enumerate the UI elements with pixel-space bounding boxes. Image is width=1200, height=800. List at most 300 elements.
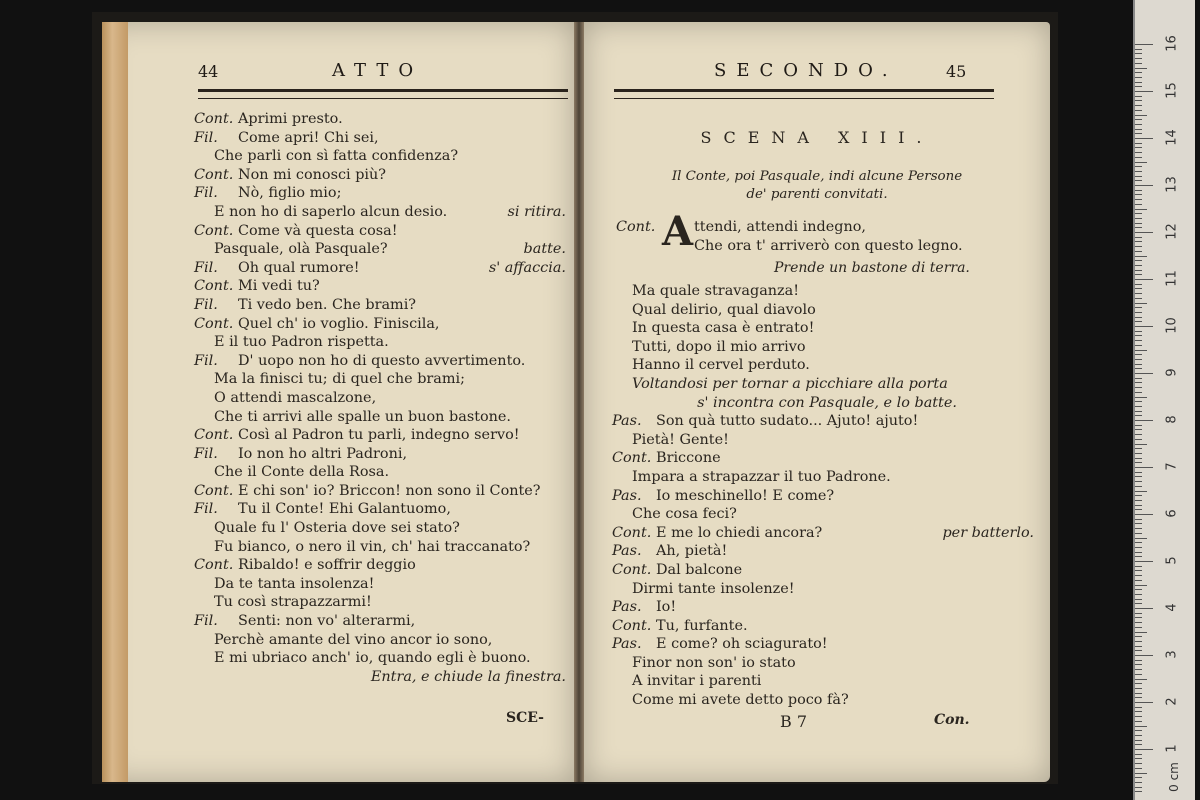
ruler-minor-tick (1135, 190, 1142, 191)
speaker-label: Fil. (194, 185, 218, 202)
ruler-minor-tick (1135, 162, 1147, 163)
verse-line (612, 524, 1042, 543)
ruler-tick (1135, 608, 1153, 609)
ruler-minor-tick (1135, 448, 1142, 449)
ruler-minor-tick (1135, 77, 1142, 78)
ruler-minor-tick (1135, 476, 1142, 477)
ruler-minor-tick (1135, 763, 1142, 764)
ruler-minor-tick (1135, 688, 1142, 689)
ruler-minor-tick (1135, 664, 1142, 665)
ruler-minor-tick (1135, 650, 1142, 651)
ruler-number: 3 (1164, 650, 1180, 659)
ruler-minor-tick (1135, 547, 1142, 548)
line-text: Briccone (656, 450, 721, 467)
ruler-minor-tick (1135, 364, 1142, 365)
ruler-minor-tick (1135, 632, 1147, 633)
verse-line (194, 240, 574, 259)
ruler-minor-tick (1135, 260, 1142, 261)
verse-line (612, 672, 1042, 691)
speaker-label: Pas. (612, 487, 642, 504)
verse-line (612, 449, 1042, 468)
ruler-minor-tick (1135, 53, 1142, 54)
ruler-minor-tick (1135, 693, 1142, 694)
ruler-minor-tick (1135, 589, 1142, 590)
ruler-minor-tick (1135, 646, 1142, 647)
ruler-number: 9 (1164, 368, 1180, 377)
verse-line (612, 487, 1042, 506)
ruler-minor-tick (1135, 331, 1142, 332)
verse-line (194, 277, 574, 296)
stage-direction: s' affaccia. (488, 259, 566, 276)
line-text: E non ho di saperlo alcun desio. (214, 203, 448, 220)
verse-line (612, 580, 1042, 599)
ruler-minor-tick (1135, 176, 1142, 177)
line-text: Voltandosi per tornar a picchiare alla porta (632, 375, 948, 392)
ruler-minor-tick (1135, 679, 1147, 680)
verse-line (194, 463, 574, 482)
speaker-label: Cont. (194, 315, 234, 332)
header-rule (198, 89, 568, 99)
ruler-tick (1135, 44, 1153, 45)
ruler-minor-tick (1135, 707, 1142, 708)
ruler-minor-tick (1135, 585, 1147, 586)
ruler-minor-tick (1135, 354, 1142, 355)
verse-line (194, 631, 574, 650)
line-text: Io meschinello! E come? (656, 487, 835, 504)
stage-direction: Entra, e chiude la finestra. (370, 668, 566, 685)
verse-line (194, 129, 574, 148)
ruler-minor-tick (1135, 481, 1142, 482)
ruler-minor-tick (1135, 570, 1142, 571)
line-text: Ah, pietà! (656, 543, 728, 560)
line-text: Quale fu l' Osteria dove sei stato? (214, 520, 460, 537)
ruler-number: 6 (1164, 509, 1180, 518)
text-body (612, 282, 1042, 710)
page-edges (102, 22, 128, 782)
ruler-minor-tick (1135, 237, 1142, 238)
line-text: A invitar i parenti (632, 673, 762, 690)
ruler-tick (1135, 232, 1153, 233)
ruler-minor-tick (1135, 660, 1142, 661)
ruler-tick (1135, 326, 1153, 327)
ruler-minor-tick (1135, 129, 1142, 130)
verse-line (194, 538, 574, 557)
ruler-number: 2 (1164, 697, 1180, 706)
ruler-minor-tick (1135, 773, 1147, 774)
ruler-minor-tick (1135, 636, 1142, 637)
opening-lines (694, 218, 963, 255)
speaker-label: Cont. (194, 557, 234, 574)
speaker-label: Fil. (194, 352, 218, 369)
ruler-minor-tick (1135, 105, 1142, 106)
gutter (574, 22, 584, 782)
line-text: Pasquale, olà Pasquale? (214, 241, 388, 258)
ruler-minor-tick (1135, 491, 1147, 492)
line-text: Son quà tutto sudato... Ajuto! ajuto! (656, 413, 919, 430)
line-text: E il tuo Padron rispetta. (214, 334, 389, 351)
scene-title: SCENA XIII. (700, 128, 934, 147)
ruler-minor-tick (1135, 96, 1142, 97)
ruler-minor-tick (1135, 429, 1142, 430)
verse-line: ttendi, attendi indegno, (694, 219, 866, 235)
ruler-minor-tick (1135, 387, 1142, 388)
ruler-minor-tick (1135, 768, 1142, 769)
ruler-minor-tick (1135, 415, 1142, 416)
ruler-minor-tick (1135, 115, 1147, 116)
ruler-number: 12 (1164, 223, 1180, 240)
stage-direction: batte. (523, 241, 566, 258)
verse-line (194, 649, 574, 668)
verse-line (194, 426, 574, 445)
speaker-label: Cont. (194, 166, 234, 183)
speaker-label: Cont. (612, 450, 652, 467)
line-text: Ma quale stravaganza! (632, 283, 799, 299)
ruler-minor-tick (1135, 744, 1142, 745)
ruler-minor-tick (1135, 274, 1142, 275)
ruler-minor-tick (1135, 754, 1142, 755)
ruler-minor-tick (1135, 157, 1142, 158)
ruler-tick (1135, 373, 1153, 374)
ruler-minor-tick (1135, 495, 1142, 496)
ruler-minor-tick (1135, 340, 1142, 341)
ruler-number: 13 (1164, 176, 1180, 193)
verse-line (194, 593, 574, 612)
ruler-minor-tick (1135, 505, 1142, 506)
line-text: Senti: non vo' alterarmi, (238, 613, 416, 630)
ruler-minor-tick (1135, 566, 1142, 567)
signature-mark: B 7 (780, 712, 808, 731)
ruler-minor-tick (1135, 68, 1147, 69)
running-header: ATTO (332, 60, 424, 81)
verse-line: Che ora t' arriverò con questo legno. (694, 237, 963, 254)
verse-line (612, 301, 1042, 320)
verse-line (194, 296, 574, 315)
line-text: Tutti, dopo il mio arrivo (632, 338, 806, 355)
ruler-minor-tick (1135, 758, 1142, 759)
ruler-minor-tick (1135, 599, 1142, 600)
verse-line (612, 431, 1042, 450)
ruler-minor-tick (1135, 288, 1142, 289)
ruler-minor-tick (1135, 594, 1142, 595)
line-text: Fu bianco, o nero il vin, ch' hai traccanato? (214, 538, 531, 555)
ruler-minor-tick (1135, 270, 1142, 271)
line-text: Come và questa cosa! (238, 222, 398, 239)
ruler-minor-tick (1135, 500, 1142, 501)
speaker-label: Fil. (194, 501, 218, 518)
speaker-label: Pas. (612, 599, 642, 616)
line-text: Io non ho altri Padroni, (238, 445, 408, 462)
ruler-minor-tick (1135, 472, 1142, 473)
ruler-minor-tick (1135, 359, 1142, 360)
ruler-minor-tick (1135, 740, 1142, 741)
drop-cap: A (662, 208, 694, 255)
ruler-minor-tick (1135, 411, 1142, 412)
ruler-minor-tick (1135, 246, 1142, 247)
ruler-minor-tick (1135, 227, 1142, 228)
line-text: Come apri! Chi sei, (238, 129, 379, 146)
ruler-minor-tick (1135, 241, 1142, 242)
ruler-minor-tick (1135, 382, 1142, 383)
line-text: Finor non son' io stato (632, 654, 796, 671)
verse-line (194, 500, 574, 519)
ruler-number: 4 (1164, 603, 1180, 612)
verse-line (612, 561, 1042, 580)
verse-line (612, 468, 1042, 487)
ruler-minor-tick (1135, 152, 1142, 153)
line-text: E chi son' io? Briccon! non sono il Conte? (238, 482, 541, 499)
verse-line (194, 166, 574, 185)
ruler-minor-tick (1135, 180, 1142, 181)
verse-line (194, 147, 574, 166)
ruler-minor-tick (1135, 401, 1142, 402)
speaker-label: Cont. (194, 482, 234, 499)
ruler-minor-tick (1135, 613, 1142, 614)
speaker-label: Cont. (194, 427, 234, 444)
verse-line (612, 412, 1042, 431)
stage-direction: si ritira. (507, 203, 566, 220)
ruler-minor-tick (1135, 519, 1142, 520)
ruler-tick (1135, 420, 1153, 421)
line-text: Da te tanta insolenza! (214, 575, 375, 592)
ruler-minor-tick (1135, 538, 1147, 539)
ruler-minor-tick (1135, 265, 1142, 266)
ruler-minor-tick (1135, 256, 1147, 257)
ruler-tick (1135, 749, 1153, 750)
ruler-tick (1135, 561, 1153, 562)
speaker-label: Fil. (194, 613, 218, 630)
ruler-minor-tick (1135, 392, 1142, 393)
ruler-minor-tick (1135, 147, 1142, 148)
ruler-minor-tick (1135, 439, 1142, 440)
ruler-minor-tick (1135, 533, 1142, 534)
verse-line (194, 575, 574, 594)
running-header: SECONDO. (714, 60, 898, 81)
line-text: s' incontra con Pasquale, e lo batte. (697, 394, 957, 411)
ruler-minor-tick (1135, 444, 1147, 445)
verse-line (612, 319, 1042, 338)
ruler-tick (1135, 138, 1153, 139)
scene-desc-line: Il Conte, poi Pasquale, indi alcune Persone (671, 169, 963, 184)
ruler-minor-tick (1135, 378, 1142, 379)
ruler-minor-tick (1135, 335, 1142, 336)
line-text: Mi vedi tu? (238, 278, 320, 295)
ruler-minor-tick (1135, 397, 1147, 398)
ruler-minor-tick (1135, 425, 1142, 426)
line-text: E me lo chiedi ancora? (656, 524, 823, 541)
line-text: Che cosa feci? (632, 506, 737, 523)
ruler-minor-tick (1135, 298, 1142, 299)
line-text: Impara a strapazzar il tuo Padrone. (632, 468, 891, 485)
header-rule (614, 89, 994, 99)
verse-line (612, 356, 1042, 375)
ruler-number: 8 (1164, 415, 1180, 424)
ruler-minor-tick (1135, 711, 1142, 712)
ruler-minor-tick (1135, 434, 1142, 435)
ruler-minor-tick (1135, 552, 1142, 553)
ruler-number: 14 (1164, 129, 1180, 146)
ruler-minor-tick (1135, 312, 1142, 313)
verse-line (194, 222, 574, 241)
ruler-minor-tick (1135, 82, 1142, 83)
verse-line (194, 445, 574, 464)
line-text: Ti vedo ben. Che brami? (238, 296, 417, 313)
verse-line (612, 617, 1042, 636)
ruler-minor-tick (1135, 72, 1142, 73)
ruler-minor-tick (1135, 716, 1142, 717)
ruler-minor-tick (1135, 683, 1142, 684)
stage-direction: per batterlo. (942, 524, 1034, 541)
ruler-minor-tick (1135, 697, 1142, 698)
ruler-minor-tick (1135, 223, 1142, 224)
ruler-minor-tick (1135, 556, 1142, 557)
speaker-label: Cont. (612, 561, 652, 578)
verse-line (194, 482, 574, 501)
ruler-minor-tick (1135, 350, 1147, 351)
ruler-minor-tick (1135, 735, 1142, 736)
ruler-number: 15 (1164, 82, 1180, 99)
ruler-minor-tick (1135, 674, 1142, 675)
line-text: Hanno il cervel perduto. (632, 357, 810, 374)
ruler-minor-tick (1135, 622, 1142, 623)
speaker-label: Cont. (616, 219, 656, 235)
line-text: E mi ubriaco anch' io, quando egli è buono. (214, 650, 531, 667)
ruler-tick (1135, 279, 1153, 280)
ruler-minor-tick (1135, 204, 1142, 205)
ruler-minor-tick (1135, 124, 1142, 125)
verse-line (194, 668, 574, 687)
line-text: Dirmi tante insolenze! (632, 580, 795, 597)
verse-line (612, 598, 1042, 617)
ruler-minor-tick (1135, 63, 1142, 64)
ruler-minor-tick (1135, 542, 1142, 543)
measurement-ruler (1133, 0, 1195, 800)
ruler-minor-tick (1135, 575, 1142, 576)
verse-line (194, 370, 574, 389)
ruler-minor-tick (1135, 453, 1142, 454)
speaker-label: Cont. (194, 278, 234, 295)
verse-line (194, 259, 574, 278)
ruler-number: 16 (1164, 35, 1180, 52)
ruler-minor-tick (1135, 603, 1142, 604)
ruler-minor-tick (1135, 143, 1142, 144)
speaker-label: Fil. (194, 296, 218, 313)
line-text: Non mi conosci più? (238, 166, 386, 183)
ruler-minor-tick (1135, 726, 1147, 727)
line-text: E come? oh sciagurato! (656, 636, 828, 653)
left-page (102, 22, 574, 782)
verse-line (194, 333, 574, 352)
page-number: 45 (946, 62, 967, 81)
ruler-number: 11 (1164, 270, 1180, 287)
catchword: Con. (934, 712, 970, 728)
line-text: Perchè amante del vino ancor io sono, (214, 631, 493, 648)
line-text: Quel ch' io voglio. Finiscila, (238, 315, 440, 332)
verse-line (612, 282, 1042, 301)
ruler-minor-tick (1135, 458, 1142, 459)
ruler-minor-tick (1135, 209, 1147, 210)
ruler-tick (1135, 91, 1153, 92)
catchword: SCE- (506, 710, 544, 726)
ruler-minor-tick (1135, 303, 1147, 304)
line-text: Tu il Conte! Ehi Galantuomo, (238, 501, 451, 518)
verse-line (194, 612, 574, 631)
open-book (92, 12, 1058, 784)
ruler-minor-tick (1135, 213, 1142, 214)
line-text: Pietà! Gente! (632, 431, 729, 448)
verse-line (612, 338, 1042, 357)
stage-direction: Prende un bastone di terra. (774, 260, 970, 276)
line-text: Io! (656, 599, 677, 616)
speaker-label: Pas. (612, 413, 642, 430)
ruler-minor-tick (1135, 100, 1142, 101)
verse-line (194, 408, 574, 427)
ruler-tick (1135, 467, 1153, 468)
line-text: In questa casa è entrato! (632, 320, 815, 337)
line-text: Che il Conte della Rosa. (214, 464, 390, 481)
ruler-unit: 0 cm (1166, 762, 1181, 792)
ruler-minor-tick (1135, 321, 1142, 322)
speaker-label: Cont. (194, 111, 234, 127)
ruler-minor-tick (1135, 58, 1142, 59)
line-text: O attendi mascalzone, (214, 389, 377, 406)
ruler-minor-tick (1135, 669, 1142, 670)
verse-line (194, 519, 574, 538)
line-text: Ribaldo! e soffrir deggio (238, 557, 416, 574)
ruler-minor-tick (1135, 627, 1142, 628)
page-number: 44 (198, 62, 219, 81)
text-body (194, 110, 574, 686)
verse-line (612, 691, 1042, 710)
ruler-minor-tick (1135, 293, 1142, 294)
line-text: Così al Padron tu parli, indegno servo! (238, 427, 520, 444)
ruler-minor-tick (1135, 218, 1142, 219)
ruler-minor-tick (1135, 730, 1142, 731)
ruler-minor-tick (1135, 580, 1142, 581)
ruler-minor-tick (1135, 777, 1142, 778)
speaker-label: Pas. (612, 543, 642, 560)
speaker-label: Fil. (194, 445, 218, 462)
ruler-minor-tick (1135, 86, 1142, 87)
speaker-label: Fil. (194, 259, 218, 276)
ruler-minor-tick (1135, 486, 1142, 487)
scene-desc-line: de' parenti convitati. (746, 187, 888, 202)
ruler-minor-tick (1135, 49, 1142, 50)
ruler-minor-tick (1135, 166, 1142, 167)
ruler-minor-tick (1135, 307, 1142, 308)
line-text: Dal balcone (656, 561, 743, 578)
scene-opening (616, 218, 660, 237)
ruler-number: 7 (1164, 462, 1180, 471)
ruler-minor-tick (1135, 345, 1142, 346)
ruler-minor-tick (1135, 721, 1142, 722)
line-text: Nò, figlio mio; (238, 185, 342, 202)
verse-line (194, 203, 574, 222)
speaker-label: Cont. (612, 524, 652, 541)
ruler-number: 1 (1164, 744, 1180, 753)
ruler-minor-tick (1135, 509, 1142, 510)
ruler-minor-tick (1135, 782, 1142, 783)
ruler-tick (1135, 655, 1153, 656)
ruler-minor-tick (1135, 791, 1142, 792)
ruler-tick (1135, 514, 1153, 515)
ruler-minor-tick (1135, 368, 1142, 369)
verse-line (194, 184, 574, 203)
line-text: Che ti arrivi alle spalle un buon bastone. (214, 408, 512, 425)
line-text: Ma la finisci tu; di quel che brami; (214, 371, 465, 388)
ruler-minor-tick (1135, 462, 1142, 463)
speaker-label: Pas. (612, 636, 642, 653)
line-text: D' uopo non ho di questo avvertimento. (238, 352, 526, 369)
